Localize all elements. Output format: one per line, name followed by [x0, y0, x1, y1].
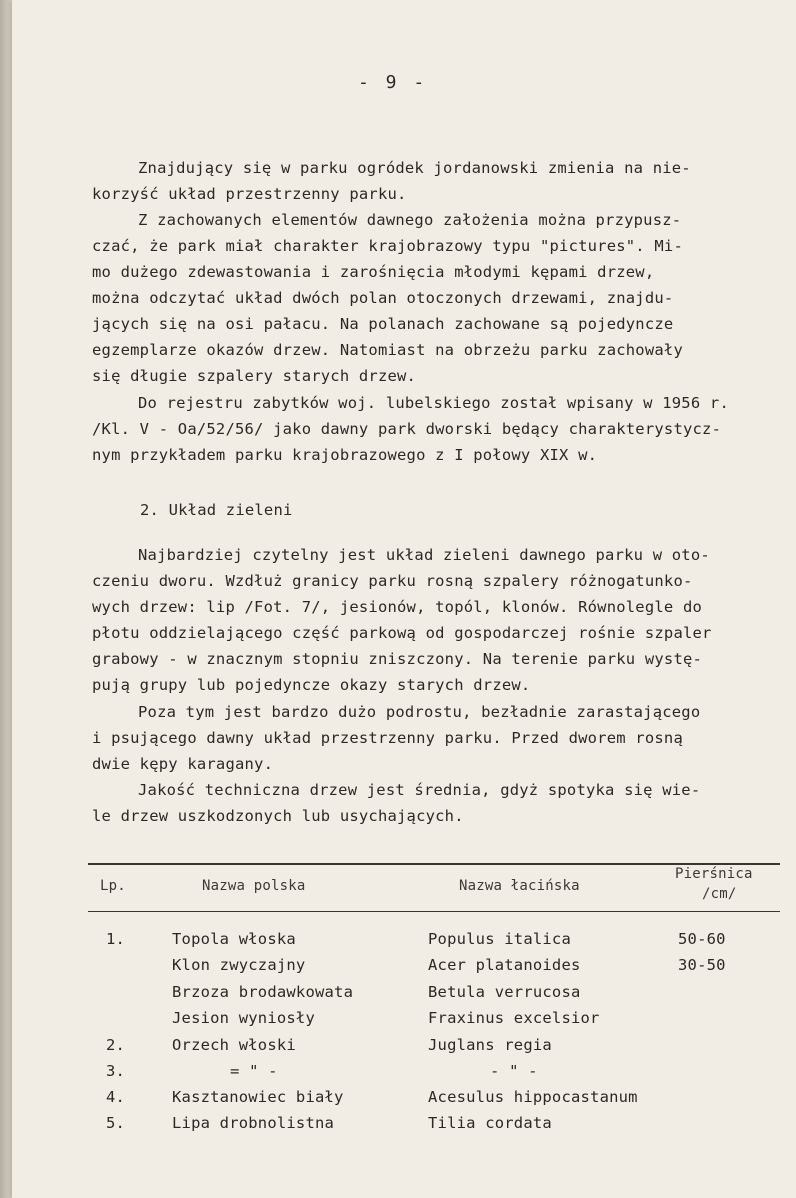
text-line: Do rejestru zabytków woj. lubelskiego został wpisany w 1956 r.	[138, 394, 729, 412]
text-line: Najbardziej czytelny jest układ zieleni dawnego parku w oto-	[138, 546, 710, 564]
text-line: mo dużego zdewastowania i zarośnięcia młodymi kępami drzew,	[92, 263, 655, 281]
table-cell-latin: Tilia cordata	[428, 1114, 552, 1132]
table-cell-polish: Jesion wyniosły	[172, 1009, 315, 1027]
table-cell-lp: 4.	[106, 1088, 126, 1106]
table-cell-lp: 5.	[106, 1114, 126, 1132]
text-line: grabowy - w znacznym stopniu zniszczony. Na terenie parku wystę-	[92, 650, 703, 668]
table-cell-polish: Brzoza brodawkowata	[172, 983, 354, 1001]
text-line: le drzew uszkodzonych lub usychających.	[92, 807, 464, 825]
text-line: Poza tym jest bardzo dużo podrostu, bezładnie zarastającego	[138, 703, 701, 721]
table-cell-polish: = " -	[230, 1062, 278, 1080]
text-line: się długie szpalery starych drzew.	[92, 367, 417, 385]
table-cell-latin: Populus italica	[428, 930, 571, 948]
text-line: Z zachowanych elementów dawnego założenia można przypusz-	[138, 211, 682, 229]
text-line: jących się na osi pałacu. Na polanach zachowane są pojedyncze	[92, 315, 674, 333]
text-line: dwie kępy karagany.	[92, 755, 274, 773]
header-polish-name: Nazwa polska	[202, 878, 306, 894]
text-line: nym przykładem parku krajobrazowego z I połowy XIX w.	[92, 446, 598, 464]
table-cell-latin: Fraxinus excelsior	[428, 1009, 600, 1027]
table-cell-girth: 50-60	[678, 930, 726, 948]
text-line: czać, że park miał charakter krajobrazowy typu "pictures". Mi-	[92, 237, 683, 255]
text-line: można odczytać układ dwóch polan otoczonych drzewami, znajdu-	[92, 289, 674, 307]
document-page	[12, 0, 796, 1198]
table-cell-latin: Acer platanoides	[428, 956, 581, 974]
page-binding-edge	[0, 0, 12, 1198]
table-header-rule	[88, 911, 780, 912]
table-cell-lp: 3.	[106, 1062, 126, 1080]
table-cell-polish: Kasztanowiec biały	[172, 1088, 344, 1106]
text-line: wych drzew: lip /Fot. 7/, jesionów, topól, klonów. Równolegle do	[92, 598, 703, 616]
header-girth-unit: /cm/	[702, 886, 737, 902]
text-line: i psującego dawny układ przestrzenny parku. Przed dworem rosną	[92, 729, 683, 747]
table-cell-lp: 1.	[106, 930, 126, 948]
header-latin-name: Nazwa łacińska	[459, 878, 580, 894]
text-line: płotu oddzielającego część parkową od gospodarczej rośnie szpaler	[92, 624, 712, 642]
table-cell-latin: Juglans regia	[428, 1036, 552, 1054]
table-cell-latin: Acesulus hippocastanum	[428, 1088, 638, 1106]
text-line: korzyść układ przestrzenny parku.	[92, 185, 407, 203]
header-lp: Lp.	[100, 878, 126, 894]
header-girth: Pierśnica	[675, 866, 753, 882]
table-cell-lp: 2.	[106, 1036, 126, 1054]
text-line: /Kl. V - Oa/52/56/ jako dawny park dworski będący charakterystycz-	[92, 420, 722, 438]
table-cell-girth: 30-50	[678, 956, 726, 974]
text-line: egzemplarze okazów drzew. Natomiast na obrzeżu parku zachowały	[92, 341, 683, 359]
table-cell-latin: - " -	[490, 1062, 538, 1080]
text-line: Znajdujący się w parku ogródek jordanowski zmienia na nie-	[138, 159, 691, 177]
table-cell-polish: Orzech włoski	[172, 1036, 296, 1054]
page-number: - 9 -	[358, 72, 428, 93]
table-cell-polish: Klon zwyczajny	[172, 956, 306, 974]
text-line: czeniu dworu. Wzdłuż granicy parku rosną szpalery różnogatunko-	[92, 572, 693, 590]
text-line: Jakość techniczna drzew jest średnia, gdyż spotyka się wie-	[138, 781, 701, 799]
table-cell-polish: Lipa drobnolistna	[172, 1114, 335, 1132]
table-cell-polish: Topola włoska	[172, 930, 296, 948]
table-cell-latin: Betula verrucosa	[428, 983, 581, 1001]
section-heading: 2. Układ zieleni	[140, 501, 293, 519]
text-line: pują grupy lub pojedyncze okazy starych drzew.	[92, 676, 531, 694]
